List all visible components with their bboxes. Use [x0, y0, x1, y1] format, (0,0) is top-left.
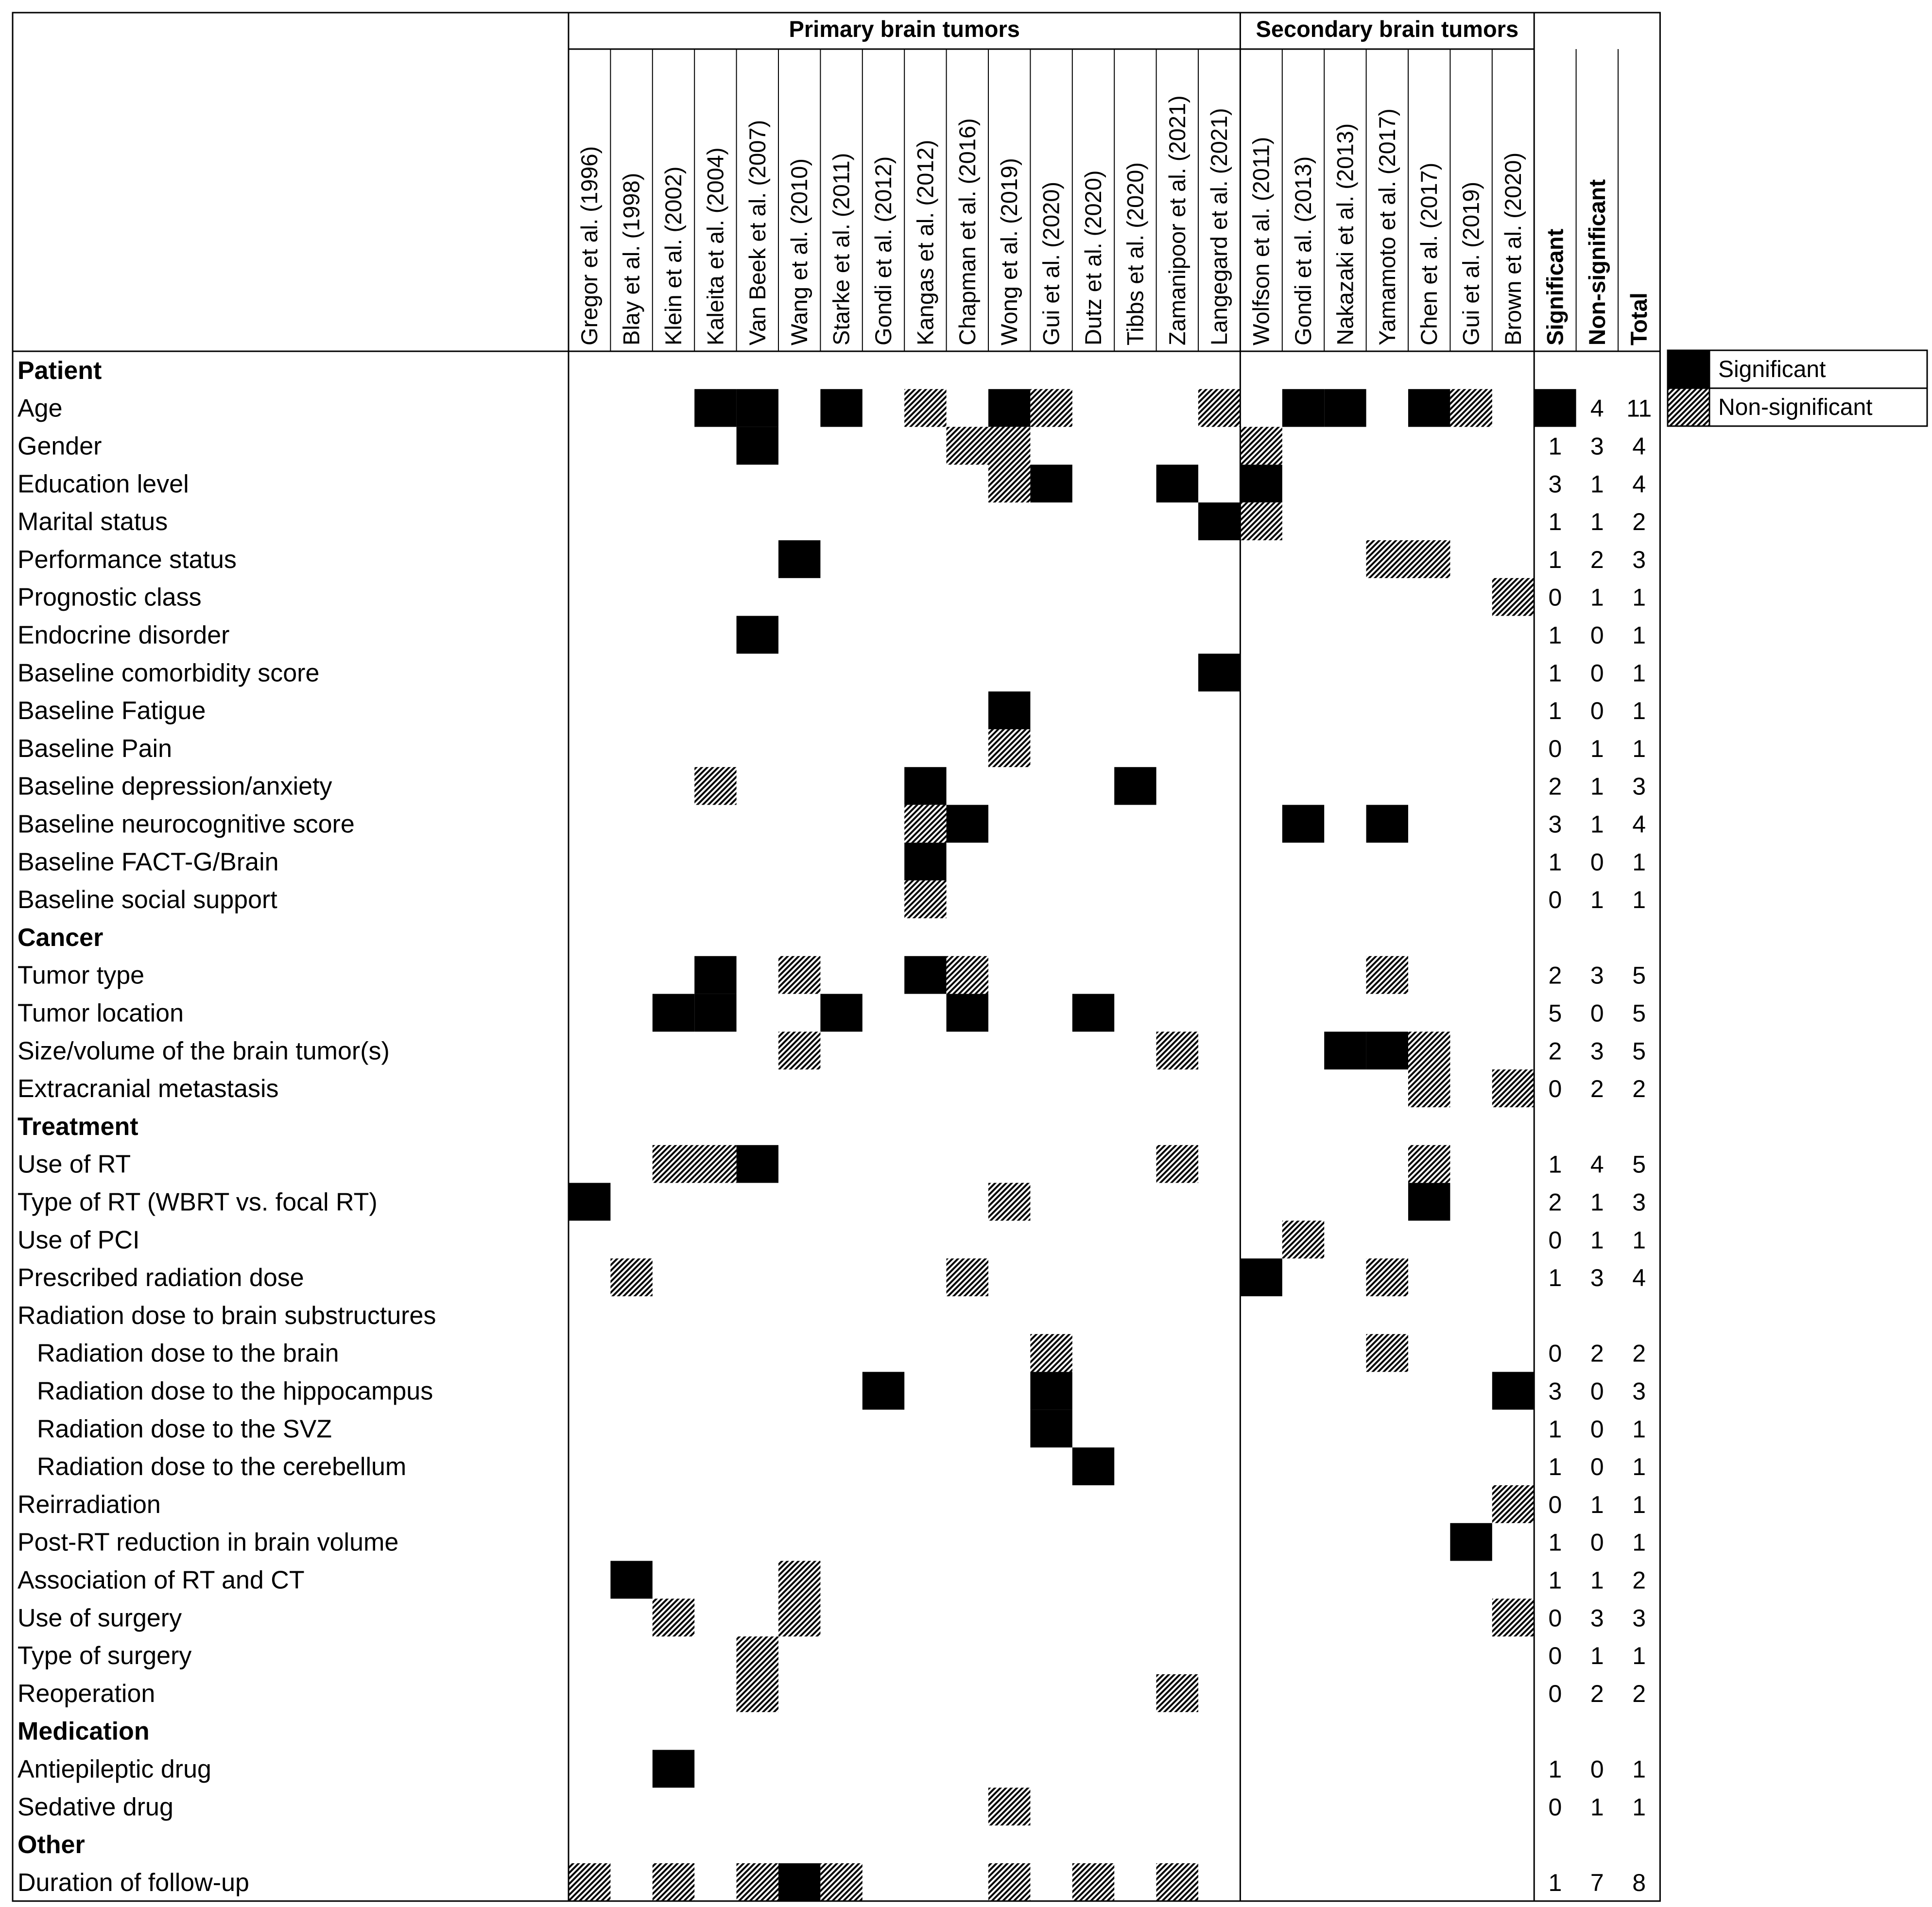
total-value: 1: [1590, 470, 1604, 498]
row-label: Marital status: [17, 508, 168, 536]
total-value: 3: [1590, 962, 1604, 989]
study-label: Tibbs et al. (2020): [1122, 162, 1148, 345]
total-value: 0: [1548, 1340, 1562, 1367]
total-value: 0: [1548, 1075, 1562, 1103]
study-label: Langegard et al. (2021): [1206, 108, 1232, 345]
significant-cell: [778, 540, 820, 578]
summary-column-label: Total: [1626, 292, 1652, 345]
row-label: Antiepileptic drug: [17, 1755, 211, 1784]
significant-cell: [904, 956, 946, 994]
non-significant-cell: [694, 767, 736, 805]
significant-cell: [1072, 1447, 1114, 1485]
significant-cell: [653, 994, 694, 1032]
study-label: Chen et al. (2017): [1416, 162, 1442, 345]
total-value: 11: [1626, 395, 1652, 422]
non-significant-cell: [1198, 389, 1240, 427]
row-label: Baseline comorbidity score: [17, 659, 320, 687]
study-label: Dutz et al. (2020): [1080, 170, 1106, 345]
total-value: 0: [1548, 1226, 1562, 1254]
non-significant-cell: [988, 464, 1030, 502]
non-significant-cell: [1408, 540, 1450, 578]
significant-cell: [820, 994, 862, 1032]
non-significant-cell: [988, 1183, 1030, 1221]
non-significant-cell: [1156, 1863, 1198, 1901]
non-significant-cell: [1156, 1674, 1198, 1712]
non-significant-cell: [904, 805, 946, 843]
total-value: 0: [1548, 1793, 1562, 1821]
category-label: Treatment: [17, 1112, 138, 1141]
row-label: Baseline social support: [17, 886, 277, 914]
total-value: 3: [1632, 773, 1646, 800]
row-label: Radiation dose to brain substructures: [17, 1301, 436, 1330]
row-label: Tumor location: [17, 999, 184, 1028]
total-value: 7: [1548, 395, 1562, 422]
row-label: Association of RT and CT: [17, 1566, 305, 1595]
group-label: Secondary brain tumors: [1256, 16, 1519, 42]
row-label: Use of PCI: [17, 1226, 140, 1254]
non-significant-cell: [653, 1145, 694, 1183]
total-value: 1: [1548, 697, 1562, 725]
significant-cell: [1072, 994, 1114, 1032]
total-value: 7: [1590, 1869, 1604, 1896]
non-significant-cell: [1366, 1258, 1408, 1296]
row-label: Baseline Fatigue: [17, 697, 206, 725]
row-label: Performance status: [17, 545, 237, 574]
non-significant-cell: [1240, 502, 1282, 540]
row-label: Baseline neurocognitive score: [17, 810, 355, 839]
significant-cell: [904, 767, 946, 805]
row-label: Post-RT reduction in brain volume: [17, 1528, 399, 1557]
total-value: 1: [1548, 1529, 1562, 1556]
total-value: 1: [1548, 1415, 1562, 1443]
total-value: 5: [1548, 999, 1562, 1027]
total-value: 1: [1632, 848, 1646, 876]
total-value: 1: [1548, 432, 1562, 460]
non-significant-cell: [778, 1561, 820, 1599]
category-label: Patient: [17, 356, 102, 385]
non-significant-cell: [1408, 1031, 1450, 1069]
total-value: 1: [1632, 1642, 1646, 1670]
study-label: Gondi et al. (2012): [870, 156, 896, 345]
total-value: 1: [1632, 886, 1646, 914]
study-label: Gregor et al. (1996): [576, 146, 603, 345]
total-value: 2: [1590, 1340, 1604, 1367]
total-value: 0: [1590, 697, 1604, 725]
non-significant-cell: [1072, 1863, 1114, 1901]
total-value: 0: [1548, 735, 1562, 762]
category-label: Medication: [17, 1717, 150, 1746]
total-value: 1: [1590, 584, 1604, 611]
non-significant-cell: [778, 1031, 820, 1069]
total-value: 3: [1590, 432, 1604, 460]
total-value: 2: [1548, 962, 1562, 989]
significant-cell: [1114, 767, 1156, 805]
non-significant-cell: [1156, 1145, 1198, 1183]
significant-cell: [1156, 464, 1198, 502]
study-label: Starke et al. (2011): [828, 153, 854, 345]
non-significant-cell: [1408, 1145, 1450, 1183]
total-value: 0: [1590, 1453, 1604, 1481]
non-significant-cell: [947, 427, 988, 465]
non-significant-cell: [820, 1863, 862, 1901]
total-value: 1: [1590, 1188, 1604, 1216]
significant-cell: [1030, 1409, 1072, 1447]
row-label: Tumor type: [17, 961, 145, 990]
total-value: 2: [1548, 1188, 1562, 1216]
total-value: 3: [1548, 1377, 1562, 1405]
total-value: 1: [1548, 848, 1562, 876]
total-value: 0: [1548, 1642, 1562, 1670]
row-label: Baseline Pain: [17, 734, 172, 763]
total-value: 1: [1632, 735, 1646, 762]
total-value: 1: [1590, 508, 1604, 536]
total-value: 5: [1632, 1151, 1646, 1178]
non-significant-cell: [653, 1863, 694, 1901]
non-significant-cell: [569, 1863, 610, 1901]
total-value: 0: [1590, 999, 1604, 1027]
row-label: Reirradiation: [17, 1490, 161, 1519]
non-significant-cell: [1492, 1485, 1534, 1523]
row-label: Type of RT (WBRT vs. focal RT): [17, 1188, 378, 1217]
significant-cell: [1366, 1031, 1408, 1069]
significant-cell: [737, 427, 778, 465]
row-label: Size/volume of the brain tumor(s): [17, 1037, 390, 1065]
study-label: Wolfson et al. (2011): [1248, 137, 1274, 345]
non-significant-cell: [1156, 1031, 1198, 1069]
total-value: 3: [1632, 1188, 1646, 1216]
total-value: 1: [1548, 1755, 1562, 1783]
total-value: 1: [1632, 659, 1646, 687]
total-value: 5: [1632, 962, 1646, 989]
summary-column-label: Significant: [1542, 228, 1568, 345]
row-label: Radiation dose to the brain: [37, 1339, 339, 1368]
non-significant-cell: [778, 956, 820, 994]
total-value: 1: [1632, 697, 1646, 725]
row-label: Baseline FACT-G/Brain: [17, 848, 279, 876]
non-significant-cell: [1408, 1069, 1450, 1107]
row-label: Gender: [17, 432, 102, 461]
total-value: 1: [1590, 810, 1604, 838]
legend-swatch: [1668, 350, 1709, 388]
row-label: Baseline depression/anxiety: [17, 772, 332, 801]
total-value: 1: [1590, 886, 1604, 914]
total-value: 1: [1632, 1415, 1646, 1443]
total-value: 0: [1548, 584, 1562, 611]
study-label: Blay et al. (1998): [618, 172, 644, 345]
category-label: Other: [17, 1831, 85, 1859]
significant-cell: [988, 389, 1030, 427]
study-label: Wong et al. (2019): [996, 158, 1022, 345]
total-value: 4: [1632, 810, 1646, 838]
total-value: 1: [1548, 621, 1562, 649]
total-value: 3: [1590, 1604, 1604, 1632]
row-label: Radiation dose to the SVZ: [37, 1415, 332, 1443]
non-significant-cell: [737, 1863, 778, 1901]
total-value: 4: [1632, 470, 1646, 498]
non-significant-cell: [904, 880, 946, 918]
significant-cell: [947, 805, 988, 843]
total-value: 1: [1632, 621, 1646, 649]
significant-cell: [1030, 464, 1072, 502]
total-value: 0: [1590, 1377, 1604, 1405]
total-value: 2: [1590, 1680, 1604, 1707]
total-value: 1: [1548, 508, 1562, 536]
study-label: Wang et al. (2010): [786, 158, 812, 345]
total-value: 1: [1590, 1491, 1604, 1518]
study-label: Gui et al. (2019): [1458, 181, 1484, 345]
total-value: 0: [1548, 1491, 1562, 1518]
total-value: 1: [1632, 1755, 1646, 1783]
legend-label: Significant: [1718, 357, 1826, 382]
study-label: Kaleita et al. (2004): [702, 147, 728, 345]
significant-cell: [947, 994, 988, 1032]
total-value: 0: [1590, 1529, 1604, 1556]
row-label: Radiation dose to the hippocampus: [37, 1377, 433, 1406]
significant-cell: [569, 1183, 610, 1221]
row-label: Age: [17, 394, 63, 423]
non-significant-cell: [1366, 540, 1408, 578]
non-significant-cell: [737, 1674, 778, 1712]
total-value: 1: [1632, 1453, 1646, 1481]
row-label: Prognostic class: [17, 583, 202, 612]
total-value: 3: [1632, 1604, 1646, 1632]
total-value: 3: [1590, 1264, 1604, 1292]
study-label: Klein et al. (2002): [660, 166, 686, 345]
study-label: Yamamoto et al. (2017): [1374, 108, 1400, 345]
study-label: Gui et al. (2020): [1038, 181, 1064, 345]
total-value: 8: [1632, 1869, 1646, 1896]
non-significant-cell: [778, 1598, 820, 1636]
total-value: 0: [1590, 621, 1604, 649]
non-significant-cell: [988, 729, 1030, 767]
non-significant-cell: [1450, 389, 1492, 427]
total-value: 4: [1632, 432, 1646, 460]
total-value: 1: [1590, 1566, 1604, 1594]
non-significant-cell: [1492, 578, 1534, 616]
significant-cell: [1492, 1372, 1534, 1410]
non-significant-cell: [653, 1598, 694, 1636]
significant-cell: [1450, 1523, 1492, 1561]
significant-cell: [1324, 389, 1366, 427]
total-value: 1: [1632, 1226, 1646, 1254]
study-label: Kangas et al. (2012): [912, 139, 938, 345]
significant-cell: [1240, 464, 1282, 502]
significant-cell: [1324, 1031, 1366, 1069]
total-value: 1: [1590, 773, 1604, 800]
significant-cell: [737, 389, 778, 427]
row-label: Use of surgery: [17, 1604, 182, 1632]
total-value: 2: [1632, 1075, 1646, 1103]
significant-cell: [1282, 389, 1324, 427]
non-significant-cell: [988, 427, 1030, 465]
category-label: Cancer: [17, 923, 104, 952]
non-significant-cell: [1030, 389, 1072, 427]
non-significant-cell: [988, 1787, 1030, 1825]
total-value: 1: [1590, 1642, 1604, 1670]
non-significant-cell: [1240, 427, 1282, 465]
legend-swatch: [1668, 388, 1709, 426]
total-value: 2: [1632, 1340, 1646, 1367]
total-value: 1: [1548, 546, 1562, 573]
non-significant-cell: [694, 1145, 736, 1183]
significant-cell: [694, 389, 736, 427]
non-significant-cell: [1030, 1334, 1072, 1372]
significant-cell: [737, 1145, 778, 1183]
total-value: 1: [1548, 1264, 1562, 1292]
total-value: 2: [1632, 1680, 1646, 1707]
total-value: 2: [1632, 1566, 1646, 1594]
row-label: Duration of follow-up: [17, 1868, 249, 1897]
total-value: 1: [1632, 1793, 1646, 1821]
total-value: 3: [1548, 470, 1562, 498]
row-label: Type of surgery: [17, 1642, 192, 1670]
study-label: Gondi et al. (2013): [1290, 156, 1316, 345]
total-value: 2: [1548, 773, 1562, 800]
significant-cell: [1030, 1372, 1072, 1410]
total-value: 0: [1590, 1755, 1604, 1783]
study-label: Nakazaki et al. (2013): [1332, 123, 1358, 345]
study-label: Chapman et al. (2016): [954, 118, 980, 345]
row-label: Reoperation: [17, 1679, 155, 1708]
non-significant-cell: [737, 1636, 778, 1674]
non-significant-cell: [610, 1258, 652, 1296]
study-label: Van Beek et al. (2007): [744, 120, 770, 345]
total-value: 5: [1632, 1037, 1646, 1065]
significant-cell: [820, 389, 862, 427]
total-value: 1: [1548, 659, 1562, 687]
total-value: 5: [1632, 999, 1646, 1027]
non-significant-cell: [1282, 1220, 1324, 1258]
total-value: 3: [1632, 546, 1646, 573]
total-value: 1: [1632, 1529, 1646, 1556]
significant-cell: [1198, 502, 1240, 540]
significant-cell: [694, 956, 736, 994]
total-value: 1: [1548, 1453, 1562, 1481]
row-label: Prescribed radiation dose: [17, 1264, 304, 1292]
non-significant-cell: [904, 389, 946, 427]
significant-cell: [694, 994, 736, 1032]
total-value: 3: [1632, 1377, 1646, 1405]
row-label: Radiation dose to the cerebellum: [37, 1453, 407, 1481]
row-label: Sedative drug: [17, 1793, 173, 1821]
significant-cell: [610, 1561, 652, 1599]
total-value: 2: [1632, 508, 1646, 536]
significant-cell: [1408, 1183, 1450, 1221]
total-value: 1: [1548, 1566, 1562, 1594]
non-significant-cell: [947, 1258, 988, 1296]
total-value: 2: [1590, 1075, 1604, 1103]
total-value: 2: [1548, 1037, 1562, 1065]
non-significant-cell: [1492, 1598, 1534, 1636]
total-value: 3: [1590, 1037, 1604, 1065]
total-value: 4: [1590, 395, 1604, 422]
total-value: 0: [1548, 1680, 1562, 1707]
total-value: 0: [1590, 848, 1604, 876]
legend: [1668, 350, 1927, 426]
total-value: 0: [1548, 886, 1562, 914]
significant-cell: [904, 842, 946, 880]
significant-cell: [1240, 1258, 1282, 1296]
significant-cell: [988, 691, 1030, 729]
total-value: 1: [1632, 584, 1646, 611]
total-value: 3: [1548, 810, 1562, 838]
non-significant-cell: [1366, 956, 1408, 994]
study-label: Zamanipoor et al. (2021): [1164, 95, 1190, 345]
significant-cell: [653, 1750, 694, 1788]
significant-cell: [1282, 805, 1324, 843]
summary-column-label: Non-significant: [1584, 179, 1610, 345]
total-value: 1: [1632, 1491, 1646, 1518]
row-label: Use of RT: [17, 1150, 131, 1179]
significant-cell: [1366, 805, 1408, 843]
total-value: 2: [1590, 546, 1604, 573]
significant-cell: [1198, 653, 1240, 691]
cell-layer: [569, 389, 1576, 1901]
non-significant-cell: [947, 956, 988, 994]
significant-cell: [778, 1863, 820, 1901]
total-value: 1: [1590, 735, 1604, 762]
group-label: Primary brain tumors: [789, 16, 1020, 42]
row-label: Education level: [17, 470, 189, 498]
total-value: 4: [1632, 1264, 1646, 1292]
total-value: 1: [1548, 1151, 1562, 1178]
non-significant-cell: [1366, 1334, 1408, 1372]
total-value: 1: [1590, 1793, 1604, 1821]
total-value: 0: [1590, 659, 1604, 687]
significant-cell: [1408, 389, 1450, 427]
legend-label: Non-significant: [1718, 395, 1873, 420]
total-value: 4: [1590, 1151, 1604, 1178]
non-significant-cell: [988, 1863, 1030, 1901]
total-value: 0: [1548, 1604, 1562, 1632]
significant-cell: [862, 1372, 904, 1410]
total-value: 0: [1590, 1415, 1604, 1443]
row-label: Endocrine disorder: [17, 621, 230, 650]
total-value: 1: [1548, 1869, 1562, 1896]
row-label: Extracranial metastasis: [17, 1075, 279, 1103]
significant-cell: [737, 616, 778, 654]
study-label: Brown et al. (2020): [1500, 152, 1526, 345]
non-significant-cell: [1492, 1069, 1534, 1107]
total-value: 1: [1590, 1226, 1604, 1254]
